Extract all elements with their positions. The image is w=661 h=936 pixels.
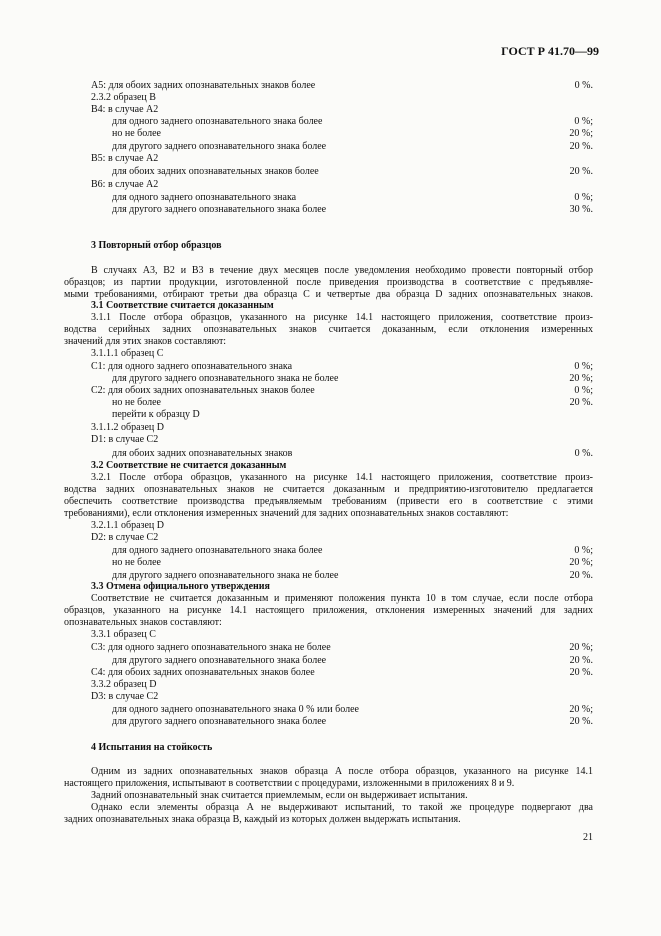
text-line: перейти к образцу D — [112, 409, 200, 420]
page-number: 21 — [583, 832, 593, 843]
paragraph-line: образцов, указанного на рисунке 14.1 настоящего приложения, отклонения измеренных значений для задних — [64, 605, 593, 616]
text-line: C4: для обоих задних опознавательных знаков более — [91, 667, 315, 678]
text-line: для одного заднего опознавательного знака более — [112, 116, 323, 127]
paragraph-line: 3.1.1 После отбора образцов, указанного на рисунке 14.1 настоящего приложения, соответствие произ- — [91, 312, 593, 323]
percent-value: 0 %; — [574, 545, 593, 556]
paragraph-line: 3.2.1 После отбора образцов, указанного на рисунке 14.1 настоящего приложения, соответствие произ- — [91, 472, 593, 483]
text-line: C3: для одного заднего опознавательного знака не более — [91, 642, 331, 653]
text-line: для другого заднего опознавательного знака не более — [112, 570, 339, 581]
text-line: для одного заднего опознавательного знака — [112, 192, 297, 203]
paragraph-line: Однако если элементы образца A не выдерживают испытаний, то такой же процедуре подвергают два — [91, 802, 593, 813]
paragraph-line: В случаях A3, B2 и B3 в течение двух месяцев после уведомления необходимо провести повторный отбор — [91, 265, 593, 276]
text-line: C2: для обоих задних опознавательных знаков более — [91, 385, 315, 396]
percent-value: 0 %. — [574, 448, 593, 459]
percent-value: 20 %; — [569, 704, 593, 715]
percent-value: 20 %. — [569, 166, 593, 177]
percent-value: 0 %. — [574, 80, 593, 91]
text-line: для обоих задних опознавательных знаков более — [112, 166, 319, 177]
text-line: 3.1.1.2 образец D — [91, 422, 164, 433]
text-line: для одного заднего опознавательного знака более — [112, 545, 323, 556]
percent-value: 30 %. — [569, 204, 593, 215]
paragraph-line: Одним из задних опознавательных знаков образца A после отбора образцов, указанного на рисунке 14.1 — [91, 766, 593, 777]
paragraph-line: мыми требованиями, отбирают третьи два образца C и четвертые два образца D задних опознавательных знаков. — [64, 289, 593, 300]
text-line: для другого заднего опознавательного знака более — [112, 204, 327, 215]
section-heading: 3.3 Отмена официального утверждения — [91, 581, 270, 592]
text-line: для другого заднего опознавательного знака не более — [112, 373, 339, 384]
text-line: D1: в случае C2 — [91, 434, 159, 445]
percent-value: 0 %; — [574, 116, 593, 127]
section-heading: 3.2 Соответствие не считается доказанным — [91, 460, 287, 471]
percent-value: 20 %; — [569, 642, 593, 653]
text-line: для другого заднего опознавательного знака более — [112, 716, 327, 727]
text-line: для другого заднего опознавательного знака более — [112, 655, 327, 666]
section-heading: 3 Повторный отбор образцов — [91, 240, 222, 251]
text-line: но не более — [112, 557, 161, 568]
text-line: 3.1.1.1 образец C — [91, 348, 164, 359]
text-line: B4: в случае A2 — [91, 104, 159, 115]
percent-value: 20 %; — [569, 373, 593, 384]
text-line: A5: для обоих задних опознавательных знаков более — [91, 80, 316, 91]
percent-value: 20 %. — [569, 667, 593, 678]
paragraph-line: водства задних опознавательных знаков не считается доказанным и предприятию-изготовителю предлагается — [64, 484, 593, 495]
paragraph-line: образцов; из партии продукции, изготовленной после приведения производства в соответствие с предъявляе- — [64, 277, 593, 288]
text-line: Задний опознавательный знак считается приемлемым, если он выдерживает испытания. — [91, 790, 468, 801]
text-line: 3.2.1.1 образец D — [91, 520, 164, 531]
section-heading: 4 Испытания на стойкость — [91, 742, 213, 753]
text-line: D2: в случае C2 — [91, 532, 159, 543]
text-line: но не более — [112, 397, 161, 408]
percent-value: 0 %; — [574, 192, 593, 203]
text-line: B6: в случае A2 — [91, 179, 159, 190]
text-line: D3: в случае C2 — [91, 691, 159, 702]
percent-value: 20 %. — [569, 570, 593, 581]
text-line: B5: в случае A2 — [91, 153, 159, 164]
section-heading: 3.1 Соответствие считается доказанным — [91, 300, 274, 311]
text-line: 2.3.2 образец B — [91, 92, 156, 103]
percent-value: 20 %. — [569, 397, 593, 408]
percent-value: 0 %; — [574, 361, 593, 372]
percent-value: 0 %; — [574, 385, 593, 396]
paragraph-line: задних опознавательных знака образца B, каждый из которых должен выдержать испытания. — [64, 814, 461, 825]
percent-value: 20 %. — [569, 655, 593, 666]
paragraph-line: значений для этих знаков составляют: — [64, 336, 227, 347]
text-line: для другого заднего опознавательного знака более — [112, 141, 327, 152]
text-line: C1: для одного заднего опознавательного знака — [91, 361, 293, 372]
text-line: 3.3.1 образец C — [91, 629, 156, 640]
paragraph-line: водства серийных задних опознавательных знаков считается доказанным, если отклонения измеренных — [64, 324, 593, 335]
percent-value: 20 %; — [569, 557, 593, 568]
text-line: 3.3.2 образец D — [91, 679, 157, 690]
percent-value: 20 %. — [569, 716, 593, 727]
percent-value: 20 %. — [569, 141, 593, 152]
text-line: для одного заднего опознавательного знака 0 % или более — [112, 704, 359, 715]
paragraph-line: опознавательных знаков составляют: — [64, 617, 222, 628]
document-header: ГОСТ Р 41.70—99 — [501, 44, 599, 58]
percent-value: 20 %; — [569, 128, 593, 139]
paragraph-line: настоящего приложения, испытывают в соответствии с процедурами, изложенными в приложениях 8 и 9. — [64, 778, 515, 789]
paragraph-line: обеспечить соответствие производства предъявляемым требованиям (привести его в соответствие с этими — [64, 496, 593, 507]
text-line: но не более — [112, 128, 161, 139]
text-line: для обоих задних опознавательных знаков — [112, 448, 293, 459]
paragraph-line: Соответствие не считается доказанным и применяют положения пункта 10 в том случае, если после отбора — [91, 593, 593, 604]
paragraph-line: требованиями), если отклонения измеренных значений для задних опознавательных знаков составляют: — [64, 508, 509, 519]
